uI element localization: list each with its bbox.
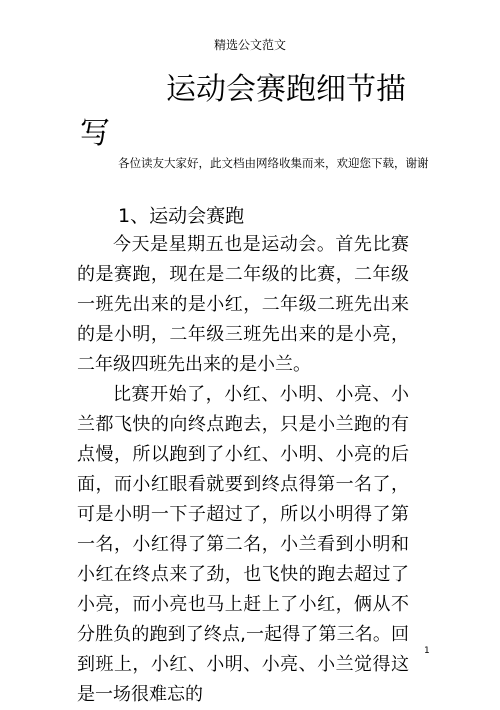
page-header: 精选公文范文	[213, 38, 286, 52]
download-notice: 各位读友大家好，此文档由网络收集而来，欢迎您下载，谢谢	[118, 156, 429, 170]
page-number: 1	[424, 646, 430, 656]
document-title: 运动会赛跑细节描写	[80, 72, 406, 151]
document-body	[77, 230, 409, 710]
body-paragraph: 今天是星期五也是运动会。首先比赛的是赛跑，现在是二年级的比赛，二年级一班先出来的是小红，二年级二班先出来的是小明，二年级三班先出来的是小亮，二年级四班先出来的是小兰。	[77, 234, 409, 375]
section-heading: 1、运动会赛跑	[118, 205, 245, 227]
body-paragraph: 比赛开始了，小红、小明、小亮、小兰都飞快的向终点跑去，只是小兰跑的有点慢，所以跑到了小红、小明、小亮的后面，而小红眼看就要到终点得第一名了，可是小明一下子超过了，所以小明得了第一名，小红得了第二名，小兰看到小明和小红在终点来了劲，也飞快的跑去超过了小亮，而小亮也马上赶上了小红，俩从不分胜负的跑到了终点,一起得了第三名。回到班上，小红、小明、小亮、小兰觉得这是一场很难忘的	[77, 384, 409, 705]
